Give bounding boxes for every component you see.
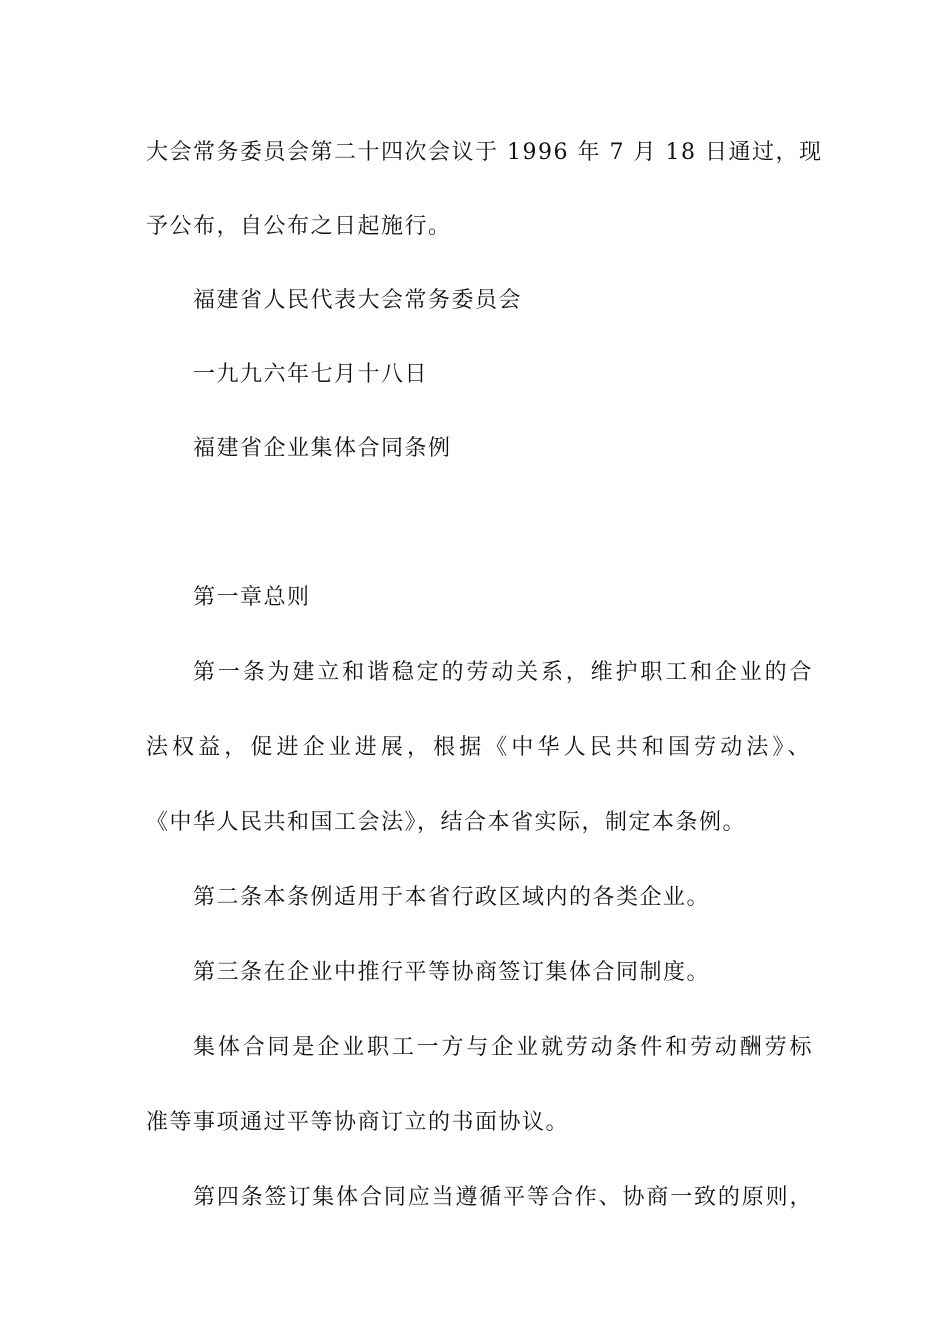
body-text-line: 大会常务委员会第二十四次会议于 1996 年 7 月 18 日通过，现: [146, 140, 823, 165]
regulation-title: 福建省企业集体合同条例: [193, 436, 452, 461]
issue-date: 一九九六年七月十八日: [193, 362, 429, 387]
article-text-line: 法权益，促进企业进展，根据《中华人民共和国劳动法》、: [146, 735, 811, 760]
article-text-line: 集体合同是企业职工一方与企业就劳动条件和劳动酬劳标: [193, 1035, 813, 1060]
article-text-line: 第三条在企业中推行平等协商签订集体合同制度。: [193, 960, 711, 985]
body-text-line: 予公布，自公布之日起施行。: [146, 214, 452, 239]
article-text-line: 《中华人民共和国工会法》，结合本省实际，制定本条例。: [146, 810, 747, 835]
article-text-line: 准等事项通过平等协商订立的书面协议。: [146, 1110, 570, 1135]
article-text-line: 第四条签订集体合同应当遵循平等合作、协商一致的原则，: [193, 1185, 813, 1210]
issuing-authority: 福建省人民代表大会常务委员会: [193, 288, 523, 313]
article-text-line: 第一条为建立和谐稳定的劳动关系，维护职工和企业的合: [193, 660, 813, 685]
article-text-line: 第二条本条例适用于本省行政区域内的各类企业。: [193, 885, 711, 910]
chapter-heading: 第一章总则: [193, 585, 311, 610]
